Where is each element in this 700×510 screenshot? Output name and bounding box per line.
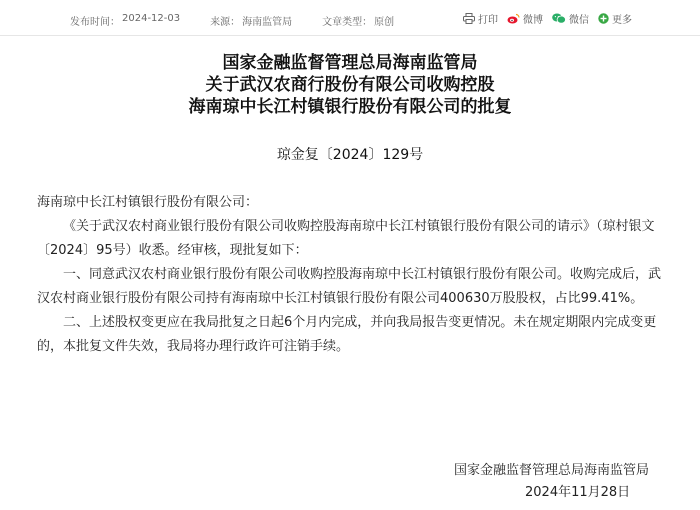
source-label: 来源： xyxy=(210,17,241,28)
weibo-icon xyxy=(507,13,520,24)
title-line-1: 国家金融监督管理总局海南监管局 xyxy=(222,53,478,73)
more-share-button[interactable] xyxy=(598,11,632,26)
publish-time xyxy=(70,13,180,28)
publish-time-label: 发布时间： xyxy=(70,17,120,28)
body-paragraph-1: 《关于武汉农村商业银行股份有限公司收购控股海南琼中长江村镇银行股份有限公司的请示》（琼村银文〔2024〕95号）收悉。经审核，现批复如下： xyxy=(37,219,655,258)
body-paragraph-3: 二、上述股权变更应在我局批复之日起6个月内完成，并向我局报告变更情况。未在规定期限内完成变更的，本批复文件失效，我局将办理行政许可注销手续。 xyxy=(37,315,657,354)
document-title xyxy=(0,52,700,118)
document-number: 琼金复〔2024〕129号 xyxy=(276,147,424,163)
article-type-label: 文章类型： xyxy=(322,17,373,28)
article-type xyxy=(322,13,394,28)
publish-time-value: 2024-12-03 xyxy=(122,13,181,24)
article-type-value: 原创 xyxy=(374,17,395,28)
signature-date: 2024年11月28日 xyxy=(525,485,631,500)
document-body xyxy=(37,191,664,359)
source xyxy=(210,13,292,28)
wechat-label: 微信 xyxy=(569,15,589,26)
title-line-2: 关于武汉农商行股份有限公司收购控股 xyxy=(205,75,495,95)
print-label: 打印 xyxy=(478,15,498,26)
source-value: 海南监管局 xyxy=(242,17,293,28)
more-label: 更多 xyxy=(612,15,632,26)
weibo-label: 微博 xyxy=(523,15,543,26)
weibo-share-button[interactable] xyxy=(507,11,543,26)
body-paragraph-2: 一、同意武汉农村商业银行股份有限公司收购控股海南琼中长江村镇银行股份有限公司。收购完成后，武汉农村商业银行股份有限公司持有海南琼中长江村镇银行股份有限公司400630万股股权，占比99.41%。 xyxy=(37,267,662,306)
article-meta-bar xyxy=(0,0,700,36)
article-meta xyxy=(70,13,394,28)
wechat-share-button[interactable] xyxy=(552,11,589,26)
title-line-3: 海南琼中长江村镇银行股份有限公司的批复 xyxy=(188,97,512,117)
wechat-icon xyxy=(552,13,566,24)
recipient: 海南琼中长江村镇银行股份有限公司： xyxy=(37,195,259,210)
share-toolbar xyxy=(463,11,632,26)
printer-icon xyxy=(463,13,475,24)
signature-organization: 国家金融监督管理总局海南监管局 xyxy=(454,463,650,478)
plus-circle-icon xyxy=(598,13,609,24)
print-button[interactable] xyxy=(463,11,498,26)
